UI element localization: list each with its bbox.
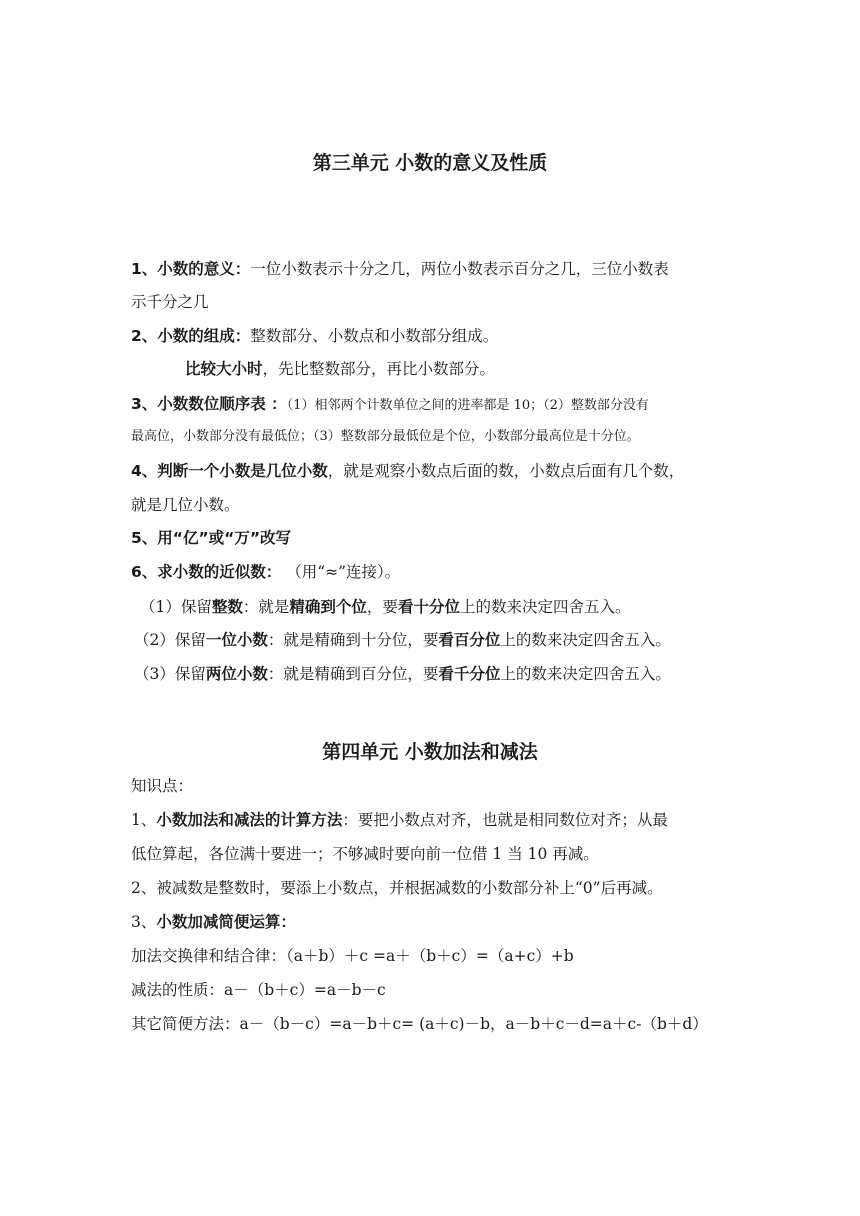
point-1-head: 1、小数的意义： (131, 260, 251, 278)
point-5 (131, 527, 291, 549)
point-2-compare (185, 358, 495, 380)
rule-1-b: 整数 (211, 598, 243, 616)
law-subtraction: 减法的性质：a－（b＋c）=a－b－c (131, 981, 386, 999)
rule-1-g: 上的数来决定四舍五入。 (459, 598, 631, 616)
rule-3-d: 看千分位 (438, 665, 501, 683)
rule-3-e: 上的数来决定四舍五入。 (500, 665, 671, 683)
point-3-head: 3、小数数位顺序表 ： (131, 395, 287, 413)
item-1 (131, 809, 668, 831)
point-3-cont: 最高位，小数部分没有最低位；（3）整数部分最低位是个位，小数部分最高位是十分位。 (131, 429, 640, 444)
point-6-head: 6、求小数的近似数： (131, 563, 282, 581)
knowledge-label: 知识点： (131, 777, 194, 795)
rounding-rule-2 (134, 629, 671, 651)
item-1-text: ：要把小数点对齐，也就是相同数位对齐；从最 (342, 811, 668, 829)
point-6 (131, 561, 400, 583)
point-1-text: 一位小数表示十分之几，两位小数表示百分之几，三位小数表 (250, 260, 669, 278)
point-2 (131, 325, 498, 347)
rule-1-f: 看十分位 (397, 598, 460, 616)
item-2: 2、被减数是整数时，要添上小数点，并根据减数的小数部分补上“0”后再减。 (131, 879, 663, 897)
unit3-title: 第三单元 小数的意义及性质 (312, 152, 548, 174)
law-other: 其它简便方法：a－（b－c）=a－b＋c= (a＋c)－b，a－b＋c－d=a＋c-（b＋d） (131, 1015, 708, 1033)
rule-3-b: 两位小数 (205, 665, 268, 683)
rule-3-a: （3）保留 (134, 665, 206, 683)
rounding-rule-1 (140, 596, 630, 618)
item-1-num: 1、 (131, 811, 157, 829)
point-6-text: （用“≈”连接）。 (281, 563, 401, 581)
rule-2-e: 上的数来决定四舍五入。 (500, 631, 671, 649)
rule-2-b: 一位小数 (205, 631, 268, 649)
unit4-title: 第四单元 小数加法和减法 (322, 741, 538, 763)
point-2-head: 2、小数的组成： (131, 327, 251, 345)
point-4-head: 4、判断一个小数是几位小数 (131, 462, 328, 480)
item-3-head: 小数加减简便运算： (156, 913, 296, 931)
rule-1-c: ：就是 (242, 598, 290, 616)
rule-2-d: 看百分位 (438, 631, 501, 649)
point-5-head: 5、用“亿”或“万”改写 (131, 529, 292, 547)
point-4-text: ，就是观察小数点后面的数，小数点后面有几个数， (327, 462, 685, 480)
point-2-text: 整数部分、小数点和小数部分组成。 (250, 327, 499, 345)
rule-2-a: （2）保留 (134, 631, 206, 649)
rounding-rule-3 (134, 663, 671, 685)
point-4-cont: 就是几位小数。 (131, 496, 240, 514)
rule-1-d: 精确到个位 (289, 598, 367, 616)
item-1-cont: 低位算起，各位满十要进一；不够减时要向前一位借 1 当 10 再减。 (131, 845, 599, 863)
item-3-num: 3、 (131, 913, 157, 931)
rule-1-a: （1）保留 (140, 598, 212, 616)
item-3 (131, 911, 296, 933)
point-1-cont: 示千分之几 (131, 293, 209, 311)
point-3 (131, 393, 649, 417)
point-1 (131, 258, 669, 280)
item-1-head: 小数加法和减法的计算方法 (156, 811, 343, 829)
point-3-text: （1）相邻两个计数单位之间的进率都是 10；（2）整数部分没有 (286, 398, 649, 413)
point-2-compare-text: ，先比整数部分，再比小数部分。 (262, 360, 496, 378)
rule-1-e: ，要 (366, 598, 398, 616)
point-4 (131, 460, 684, 482)
rule-3-c: ：就是精确到百分位，要 (267, 665, 439, 683)
law-addition: 加法交换律和结合律：（a＋b）＋c =a＋（b＋c）=（a+c）+b (131, 947, 574, 965)
rule-2-c: ：就是精确到十分位，要 (267, 631, 439, 649)
point-2-compare-head: 比较大小时 (185, 360, 263, 378)
